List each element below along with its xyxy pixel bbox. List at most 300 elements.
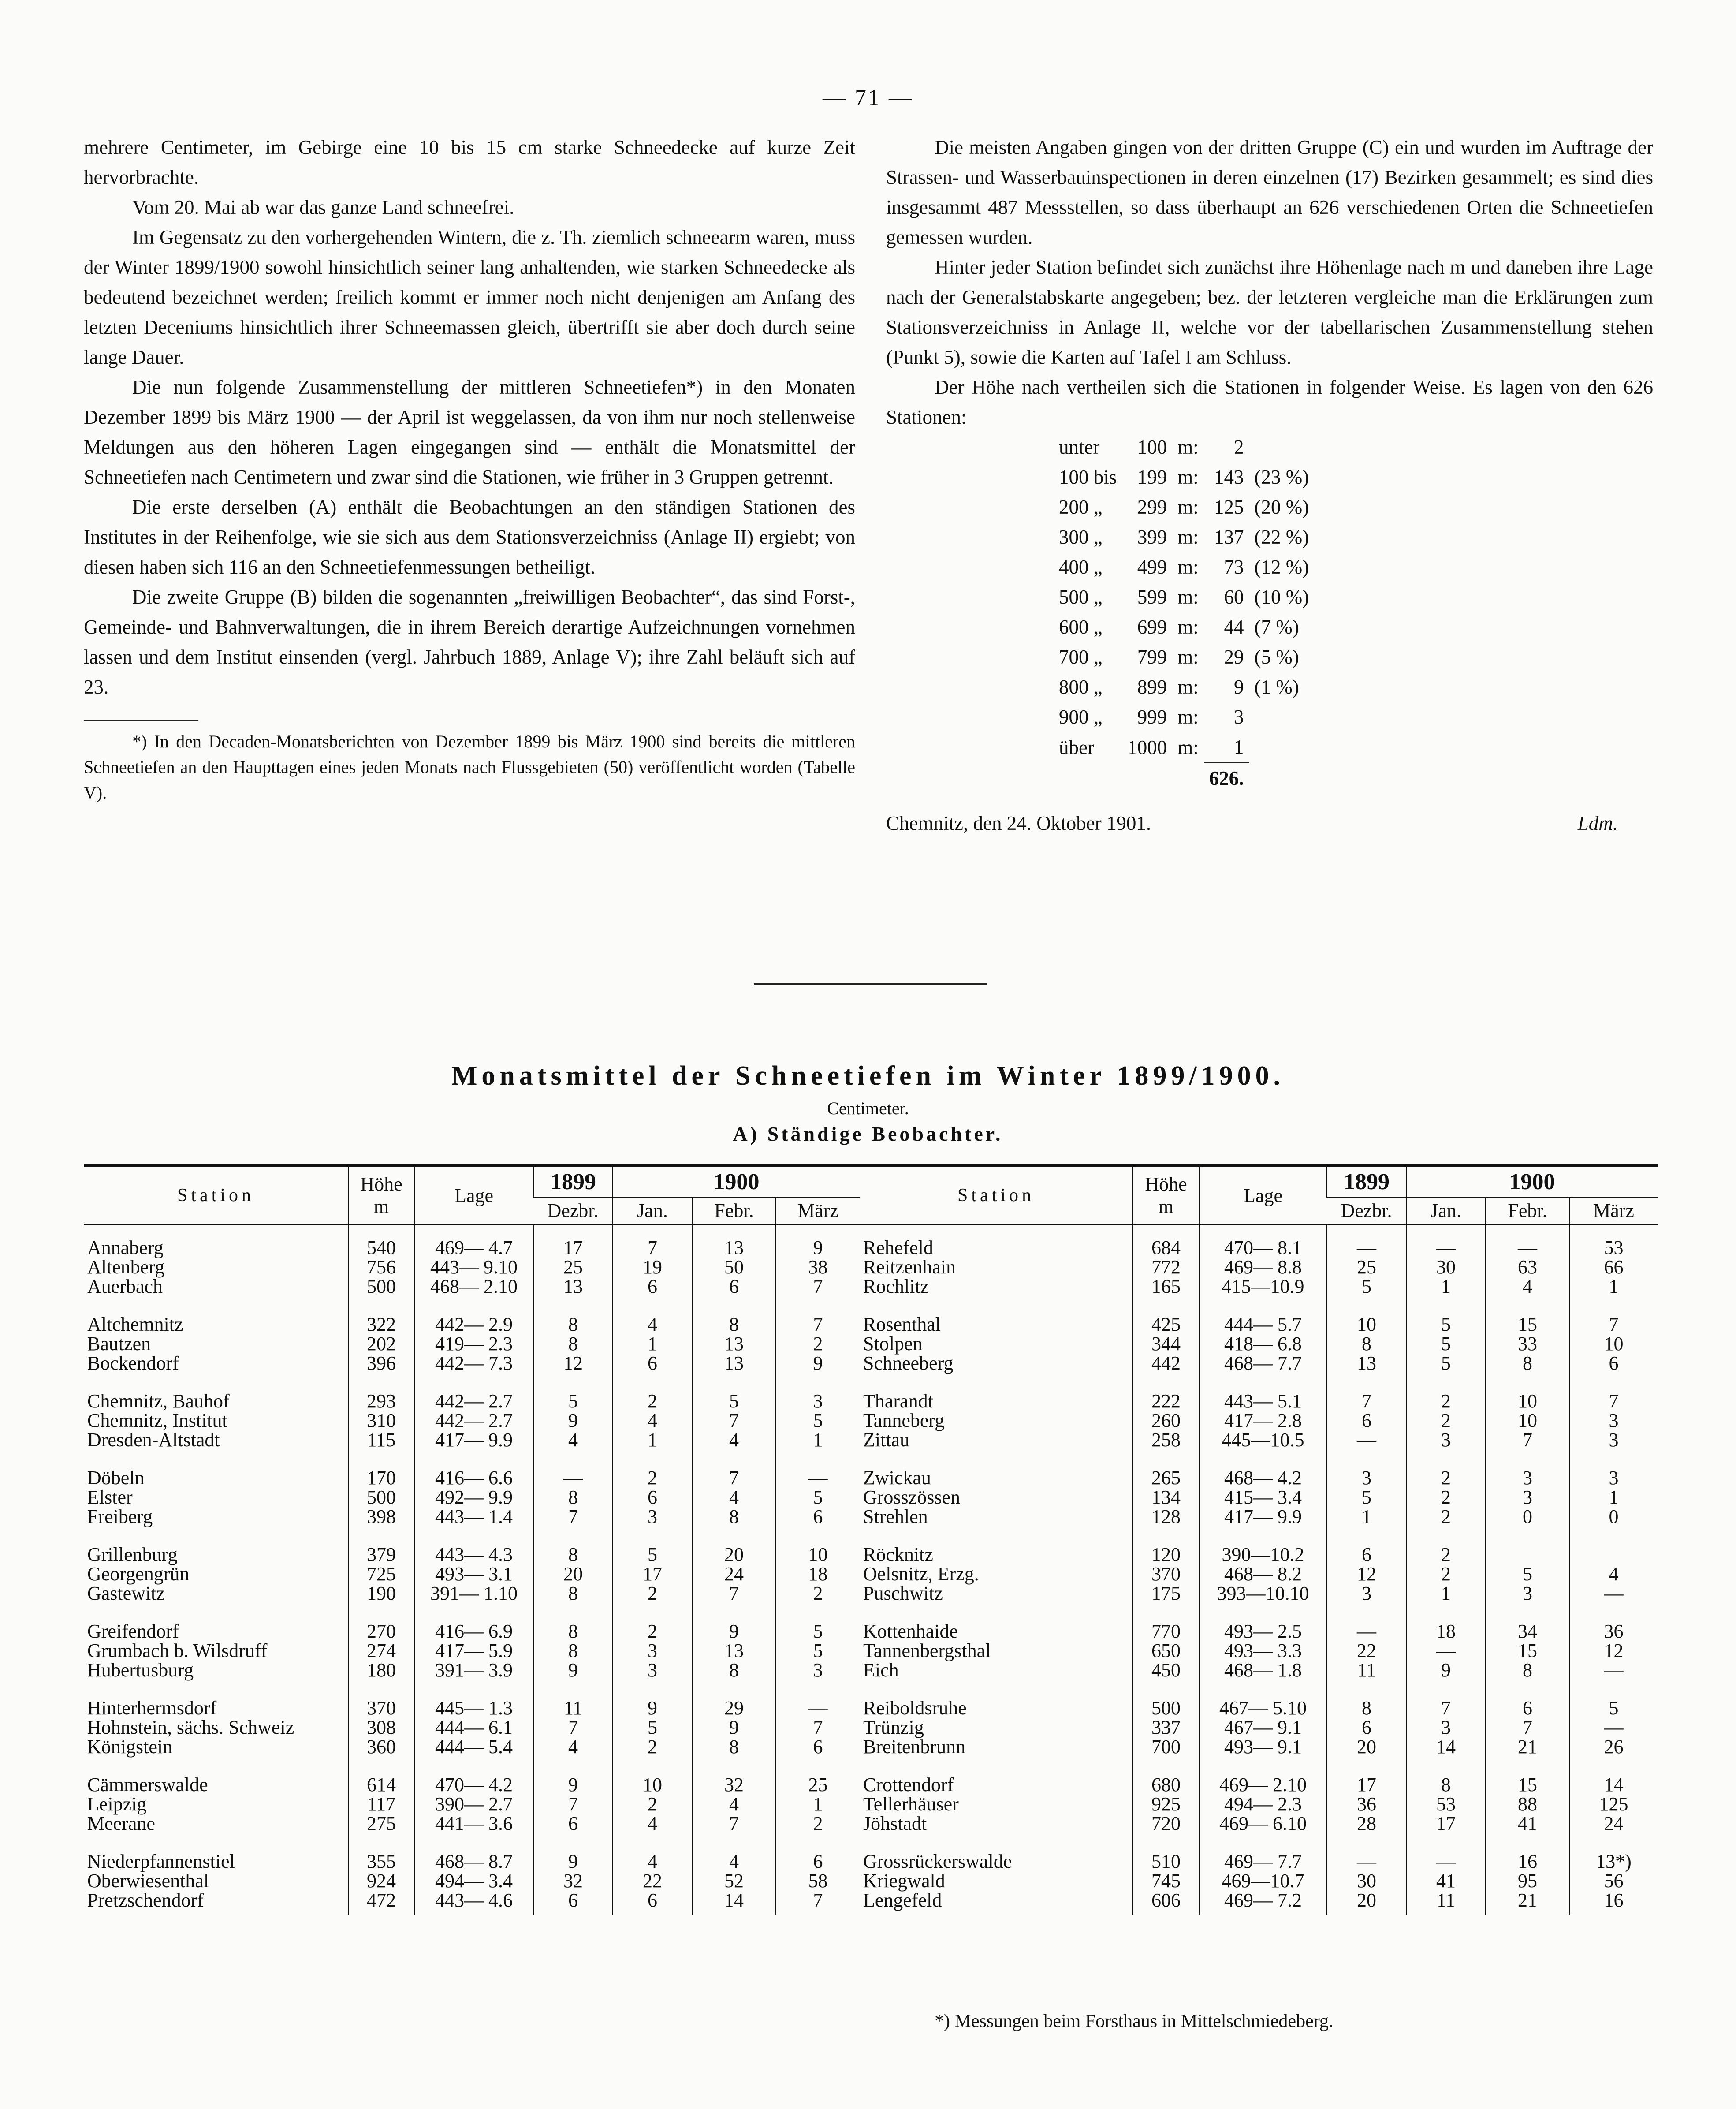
station-name: Auerbach bbox=[87, 1276, 163, 1297]
station-name: Freiberg bbox=[87, 1506, 153, 1527]
table-cell: 650 bbox=[1133, 1641, 1199, 1661]
table-cell: — bbox=[1569, 1718, 1658, 1737]
station-name: Tellerhäuser bbox=[863, 1793, 959, 1815]
table-row bbox=[860, 1468, 1658, 1488]
station-name: Chemnitz, Institut bbox=[87, 1410, 227, 1431]
station-name: Cämmerswalde bbox=[87, 1774, 208, 1795]
station-name: Strehlen bbox=[863, 1506, 928, 1527]
table-cell: 2 bbox=[776, 1584, 860, 1603]
height-cell: 143 bbox=[1214, 466, 1244, 488]
table-row bbox=[860, 1641, 1658, 1661]
height-cell: 100 bbox=[1137, 436, 1167, 458]
table-cell: 7 bbox=[692, 1468, 776, 1488]
station-name: Crottendorf bbox=[863, 1774, 954, 1795]
table-row bbox=[84, 1277, 860, 1296]
table-cell: 13 bbox=[692, 1224, 776, 1258]
table-cell: 469— 8.8 bbox=[1199, 1258, 1327, 1277]
table-row bbox=[860, 1430, 1658, 1450]
group-spacer bbox=[860, 1603, 1658, 1622]
station-name: Chemnitz, Bauhof bbox=[87, 1390, 230, 1412]
table-cell: 5 bbox=[776, 1411, 860, 1430]
table-cell: 16 bbox=[1486, 1852, 1569, 1871]
table-cell: 36 bbox=[1327, 1795, 1406, 1814]
table-cell: 32 bbox=[533, 1871, 613, 1891]
table-cell: 1 bbox=[1406, 1277, 1486, 1296]
table-row bbox=[860, 1488, 1658, 1507]
height-cell: m: bbox=[1177, 586, 1199, 608]
table-row bbox=[84, 1354, 860, 1373]
height-cell: über bbox=[1059, 736, 1094, 758]
table-cell: 614 bbox=[348, 1775, 414, 1795]
station-name: Schneeberg bbox=[863, 1352, 954, 1374]
height-row bbox=[1054, 672, 1314, 702]
paragraph: Die zweite Gruppe (B) bilden die sogenannten „freiwilligen Beobachter“, das sind Forst-, Gemeinde- und Bahnverwaltungen, die in ihrem Bereich derartige Aufzeichnungen vornehmen lassen und dem Institut einsenden (vergl. Jahrbuch 1889, Anlage V); ihre Zahl beläuft sich auf 23. bbox=[84, 586, 855, 698]
group-spacer bbox=[84, 1680, 860, 1698]
col-header-lage: Lage bbox=[1199, 1166, 1327, 1224]
table-cell: 2 bbox=[613, 1622, 692, 1641]
table-footnote: *) Messungen beim Forsthaus in Mittelschmiedeberg. bbox=[935, 2011, 1334, 2031]
table-cell: 15 bbox=[1486, 1315, 1569, 1334]
table-cell: 13 bbox=[692, 1354, 776, 1373]
height-cell: 799 bbox=[1137, 646, 1167, 668]
table-cell: 493— 3.1 bbox=[414, 1564, 533, 1584]
table-cell: 12 bbox=[1327, 1564, 1406, 1584]
table-row bbox=[84, 1584, 860, 1603]
table-cell: 391— 3.9 bbox=[414, 1661, 533, 1680]
height-cell: 200 „ bbox=[1059, 496, 1103, 518]
table-cell: 11 bbox=[533, 1698, 613, 1718]
height-cell: 9 bbox=[1234, 676, 1244, 698]
table-cell: 274 bbox=[348, 1641, 414, 1661]
height-cell: 44 bbox=[1224, 616, 1244, 638]
table-cell: — bbox=[1486, 1224, 1569, 1258]
table-cell: 165 bbox=[1133, 1277, 1199, 1296]
table-cell: 9 bbox=[533, 1775, 613, 1795]
table-cell: 441— 3.6 bbox=[414, 1814, 533, 1833]
table-cell: 7 bbox=[1486, 1430, 1569, 1450]
col-header-year-1900: 1900 bbox=[613, 1166, 860, 1198]
table-row bbox=[84, 1488, 860, 1507]
table-cell: 38 bbox=[776, 1258, 860, 1277]
table-cell: 175 bbox=[1133, 1584, 1199, 1603]
table-cell: 1 bbox=[776, 1795, 860, 1814]
table-cell: 4 bbox=[1486, 1277, 1569, 1296]
table-cell: 19 bbox=[613, 1258, 692, 1277]
col-header-lage: Lage bbox=[414, 1166, 533, 1224]
table-cell: 756 bbox=[348, 1258, 414, 1277]
station-name: Leipzig bbox=[87, 1793, 147, 1815]
table-cell: 11 bbox=[1406, 1891, 1486, 1915]
col-header-hoehe: Höhe m bbox=[1133, 1166, 1199, 1224]
table-cell: 18 bbox=[776, 1564, 860, 1584]
height-cell: (5 %) bbox=[1254, 646, 1299, 668]
table-cell: 8 bbox=[533, 1315, 613, 1334]
table-cell: — bbox=[533, 1468, 613, 1488]
table-cell: 41 bbox=[1486, 1814, 1569, 1833]
table-cell: 6 bbox=[776, 1507, 860, 1527]
table-cell: 745 bbox=[1133, 1871, 1199, 1891]
height-cell: 999 bbox=[1137, 706, 1167, 728]
table-cell: 88 bbox=[1486, 1795, 1569, 1814]
paragraph: Die nun folgende Zusammenstellung der mittleren Schneetiefen*) in den Monaten Dezember 1899 bis März 1900 — der April ist weggelassen, da von ihm nur noch stellenweise Meldungen aus den höheren Lagen eingegangen sind — enthält die Monatsmittel der Schneetiefen nach Centimetern und zwar sind die Stationen, wie früher in 3 Gruppen getrennt. bbox=[84, 376, 855, 488]
table-row bbox=[860, 1411, 1658, 1430]
table-row bbox=[84, 1564, 860, 1584]
table-cell: 117 bbox=[348, 1795, 414, 1814]
height-cell: 199 bbox=[1137, 466, 1167, 488]
table-cell: 4 bbox=[1569, 1564, 1658, 1584]
table-cell: 2 bbox=[1406, 1545, 1486, 1564]
height-cell: 137 bbox=[1214, 526, 1244, 548]
table-cell: 260 bbox=[1133, 1411, 1199, 1430]
table-cell: 190 bbox=[348, 1584, 414, 1603]
table-cell: 468— 1.8 bbox=[1199, 1661, 1327, 1680]
height-cell: 700 „ bbox=[1059, 646, 1103, 668]
station-name: Jöhstadt bbox=[863, 1813, 927, 1834]
table-cell: 445— 1.3 bbox=[414, 1698, 533, 1718]
table-title: Monatsmittel der Schneetiefen im Winter 1899/1900. bbox=[451, 1061, 1285, 1091]
height-cell: (22 %) bbox=[1254, 526, 1309, 548]
table-cell: 510 bbox=[1133, 1852, 1199, 1871]
table-cell: 8 bbox=[1486, 1661, 1569, 1680]
table-cell: 7 bbox=[776, 1315, 860, 1334]
height-cell: m: bbox=[1177, 676, 1199, 698]
snow-depth-table-right bbox=[860, 1164, 1658, 1915]
table-cell: 56 bbox=[1569, 1871, 1658, 1891]
table-cell: 2 bbox=[1406, 1392, 1486, 1411]
table-cell: 493— 2.5 bbox=[1199, 1622, 1327, 1641]
table-cell: 396 bbox=[348, 1354, 414, 1373]
table-cell: 4 bbox=[692, 1430, 776, 1450]
table-cell: 222 bbox=[1133, 1392, 1199, 1411]
table-cell: 5 bbox=[613, 1718, 692, 1737]
table-cell: 3 bbox=[613, 1507, 692, 1527]
table-cell: 25 bbox=[776, 1775, 860, 1795]
table-cell: 500 bbox=[348, 1488, 414, 1507]
table-cell: 33 bbox=[1486, 1334, 1569, 1354]
col-header-jan: Jan. bbox=[1406, 1197, 1486, 1224]
station-name: Trünzig bbox=[863, 1717, 924, 1738]
table-cell: 3 bbox=[776, 1661, 860, 1680]
paragraph: Die erste derselben (A) enthält die Beobachtungen an den ständigen Stationen des Institutes in der Reihenfolge, wie sie sich aus dem Stationsverzeichniss (Anlage II) ergiebt; von diesen haben sich 116 an den Schneetiefenmessungen betheiligt. bbox=[84, 496, 855, 578]
col-header-year-1899: 1899 bbox=[1327, 1166, 1406, 1198]
table-cell: 63 bbox=[1486, 1258, 1569, 1277]
table-cell: 5 bbox=[776, 1488, 860, 1507]
station-name: Puschwitz bbox=[863, 1583, 943, 1604]
table-row bbox=[84, 1698, 860, 1718]
table-cell: 202 bbox=[348, 1334, 414, 1354]
table-cell: 8 bbox=[533, 1488, 613, 1507]
table-row bbox=[860, 1277, 1658, 1296]
table-cell: 24 bbox=[1569, 1814, 1658, 1833]
table-cell: 7 bbox=[776, 1277, 860, 1296]
station-name: Rehefeld bbox=[863, 1237, 933, 1258]
table-cell: 3 bbox=[1569, 1430, 1658, 1450]
table-cell: 8 bbox=[1327, 1698, 1406, 1718]
table-row bbox=[860, 1392, 1658, 1411]
table-cell: — bbox=[1406, 1641, 1486, 1661]
table-cell: 360 bbox=[348, 1737, 414, 1757]
table-cell: 7 bbox=[692, 1584, 776, 1603]
table-cell: 725 bbox=[348, 1564, 414, 1584]
table-cell: 469— 6.10 bbox=[1199, 1814, 1327, 1833]
table-cell: 34 bbox=[1486, 1622, 1569, 1641]
height-row bbox=[1054, 432, 1314, 462]
table-cell: 6 bbox=[613, 1488, 692, 1507]
table-cell: 924 bbox=[348, 1871, 414, 1891]
col-header-station: Station bbox=[84, 1166, 348, 1224]
table-cell: 310 bbox=[348, 1411, 414, 1430]
table-cell: 5 bbox=[1406, 1315, 1486, 1334]
table-cell: 5 bbox=[1406, 1334, 1486, 1354]
table-cell: 5 bbox=[692, 1392, 776, 1411]
table-cell: 7 bbox=[613, 1224, 692, 1258]
station-name: Elster bbox=[87, 1486, 133, 1508]
table-cell: 13*) bbox=[1569, 1852, 1658, 1871]
table-cell: 469— 7.2 bbox=[1199, 1891, 1327, 1915]
table-cell: 2 bbox=[613, 1468, 692, 1488]
table-cell: 443— 4.6 bbox=[414, 1891, 533, 1915]
table-cell: 6 bbox=[1327, 1411, 1406, 1430]
height-cell: m: bbox=[1177, 436, 1199, 458]
table-cell: 275 bbox=[348, 1814, 414, 1833]
table-row bbox=[84, 1334, 860, 1354]
height-cell bbox=[1249, 732, 1315, 763]
table-cell: 494— 2.3 bbox=[1199, 1795, 1327, 1814]
station-name: Bautzen bbox=[87, 1333, 151, 1355]
table-cell: 468— 8.2 bbox=[1199, 1564, 1327, 1584]
table-cell: 467— 9.1 bbox=[1199, 1718, 1327, 1737]
group-spacer bbox=[84, 1296, 860, 1315]
table-row bbox=[860, 1315, 1658, 1334]
height-cell: 100 bis bbox=[1059, 466, 1117, 488]
table-cell: 5 bbox=[1327, 1277, 1406, 1296]
table-unit: Centimeter. bbox=[827, 1098, 909, 1118]
table-cell: 66 bbox=[1569, 1258, 1658, 1277]
table-cell: 9 bbox=[533, 1852, 613, 1871]
table-cell: 5 bbox=[1486, 1564, 1569, 1584]
height-cell: (23 %) bbox=[1254, 466, 1309, 488]
table-cell: 393—10.10 bbox=[1199, 1584, 1327, 1603]
group-spacer bbox=[84, 1757, 860, 1775]
table-cell: 417— 9.9 bbox=[414, 1430, 533, 1450]
station-name: Bockendorf bbox=[87, 1352, 179, 1374]
table-cell: 468— 4.2 bbox=[1199, 1468, 1327, 1488]
table-cell: 7 bbox=[1406, 1698, 1486, 1718]
height-cell: 3 bbox=[1234, 706, 1244, 728]
table-cell: 470— 8.1 bbox=[1199, 1224, 1327, 1258]
table-cell: 9 bbox=[776, 1224, 860, 1258]
table-cell: 9 bbox=[1406, 1661, 1486, 1680]
table-cell: 2 bbox=[613, 1737, 692, 1757]
table-cell: 417— 5.9 bbox=[414, 1641, 533, 1661]
table-cell: 10 bbox=[1486, 1411, 1569, 1430]
table-cell: 9 bbox=[533, 1411, 613, 1430]
station-name: Zittau bbox=[863, 1429, 910, 1451]
height-row bbox=[1054, 462, 1314, 492]
table-cell: 2 bbox=[1406, 1564, 1486, 1584]
paragraph: Der Höhe nach vertheilen sich die Stationen in folgender Weise. Es lagen von den 626 Stationen: bbox=[886, 376, 1653, 428]
height-cell: (20 %) bbox=[1254, 496, 1309, 518]
table-cell: 1 bbox=[1569, 1488, 1658, 1507]
table-row bbox=[84, 1224, 860, 1258]
table-cell: 442— 7.3 bbox=[414, 1354, 533, 1373]
table-cell: 9 bbox=[533, 1661, 613, 1680]
col-header-year-1900: 1900 bbox=[1406, 1166, 1658, 1198]
footnote: *) In den Decaden-Monatsberichten von Dezember 1899 bis März 1900 sind bereits die mittleren Schneetiefen an den Haupttagen eines jeden Monats nach Flussgebieten (50) veröffentlicht worden (Tabelle V). bbox=[84, 732, 855, 803]
station-name: Tannenbergsthal bbox=[863, 1640, 991, 1661]
table-cell: 20 bbox=[1327, 1891, 1406, 1915]
height-row bbox=[1054, 642, 1314, 672]
table-cell: 22 bbox=[1327, 1641, 1406, 1661]
table-cell: 17 bbox=[1327, 1775, 1406, 1795]
height-row bbox=[1054, 702, 1314, 732]
table-row bbox=[860, 1737, 1658, 1757]
station-name: Oelsnitz, Erzg. bbox=[863, 1563, 979, 1585]
height-row bbox=[1054, 492, 1314, 522]
table-cell: 4 bbox=[692, 1852, 776, 1871]
table-cell: 493— 3.3 bbox=[1199, 1641, 1327, 1661]
table-cell: 469— 7.7 bbox=[1199, 1852, 1327, 1871]
height-cell: 1 bbox=[1234, 736, 1244, 758]
table-row bbox=[84, 1258, 860, 1277]
height-cell: 699 bbox=[1137, 616, 1167, 638]
table-cell: 540 bbox=[348, 1224, 414, 1258]
table-cell: 6 bbox=[776, 1852, 860, 1871]
table-cell: — bbox=[776, 1468, 860, 1488]
table-cell: 53 bbox=[1406, 1795, 1486, 1814]
height-cell: m: bbox=[1177, 466, 1199, 488]
table-cell: 3 bbox=[1406, 1430, 1486, 1450]
table-row bbox=[84, 1315, 860, 1334]
station-name: Grossrückerswalde bbox=[863, 1851, 1012, 1872]
table-cell: 4 bbox=[692, 1488, 776, 1507]
group-spacer bbox=[860, 1757, 1658, 1775]
table-cell: 11 bbox=[1327, 1661, 1406, 1680]
height-row bbox=[1054, 582, 1314, 612]
height-cell: 2 bbox=[1234, 436, 1244, 458]
table-cell: 772 bbox=[1133, 1258, 1199, 1277]
table-cell: 379 bbox=[348, 1545, 414, 1564]
table-cell: 425 bbox=[1133, 1315, 1199, 1334]
table-cell: 2 bbox=[776, 1814, 860, 1833]
table-cell: 370 bbox=[348, 1698, 414, 1718]
table-cell: 53 bbox=[1569, 1224, 1658, 1258]
table-cell: 13 bbox=[692, 1641, 776, 1661]
paragraph: Vom 20. Mai ab war das ganze Land schneefrei. bbox=[132, 196, 514, 218]
table-cell: 450 bbox=[1133, 1661, 1199, 1680]
table-cell: 7 bbox=[1569, 1392, 1658, 1411]
table-cell: 28 bbox=[1327, 1814, 1406, 1833]
table-cell: 500 bbox=[348, 1277, 414, 1296]
table-cell: 443— 1.4 bbox=[414, 1507, 533, 1527]
station-name: Reitzenhain bbox=[863, 1256, 956, 1278]
table-row bbox=[84, 1641, 860, 1661]
table-cell: 417— 9.9 bbox=[1199, 1507, 1327, 1527]
table-cell: 8 bbox=[533, 1584, 613, 1603]
signature: Ldm. bbox=[1577, 812, 1618, 834]
table-cell: 8 bbox=[692, 1315, 776, 1334]
table-cell: 7 bbox=[533, 1795, 613, 1814]
height-cell: (12 %) bbox=[1254, 556, 1309, 578]
table-cell: 2 bbox=[1406, 1488, 1486, 1507]
table-cell: 1 bbox=[613, 1334, 692, 1354]
table-cell: 30 bbox=[1406, 1258, 1486, 1277]
group-spacer bbox=[860, 1450, 1658, 1468]
right-text-column bbox=[886, 132, 1653, 838]
table-cell: 3 bbox=[1327, 1468, 1406, 1488]
table-cell: 416— 6.9 bbox=[414, 1622, 533, 1641]
station-name: Pretzschendorf bbox=[87, 1889, 204, 1911]
height-cell: 400 „ bbox=[1059, 556, 1103, 578]
height-row bbox=[1054, 522, 1314, 552]
table-cell: 4 bbox=[533, 1430, 613, 1450]
height-cell bbox=[1249, 702, 1315, 732]
table-row bbox=[84, 1392, 860, 1411]
table-cell: — bbox=[1406, 1224, 1486, 1258]
table-cell: 0 bbox=[1569, 1507, 1658, 1527]
table-row bbox=[84, 1852, 860, 1871]
table-cell: 470— 4.2 bbox=[414, 1775, 533, 1795]
height-cell: (1 %) bbox=[1254, 676, 1299, 698]
table-cell: 41 bbox=[1406, 1871, 1486, 1891]
table-row bbox=[84, 1795, 860, 1814]
table-cell: 9 bbox=[692, 1718, 776, 1737]
table-row bbox=[860, 1507, 1658, 1527]
height-cell: 1000 bbox=[1127, 736, 1167, 758]
station-name: Kriegwald bbox=[863, 1870, 945, 1892]
height-cell: 500 „ bbox=[1059, 586, 1103, 608]
col-header-year-1899: 1899 bbox=[533, 1166, 613, 1198]
height-cell: m: bbox=[1177, 616, 1199, 638]
height-cell: (10 %) bbox=[1254, 586, 1309, 608]
table-row bbox=[84, 1718, 860, 1737]
group-spacer bbox=[860, 1527, 1658, 1545]
table-cell: 9 bbox=[776, 1354, 860, 1373]
table-cell: 2 bbox=[1406, 1411, 1486, 1430]
height-total-row bbox=[1054, 763, 1314, 794]
table-cell: 10 bbox=[1569, 1334, 1658, 1354]
table-cell: 468— 8.7 bbox=[414, 1852, 533, 1871]
snow-depth-table-left bbox=[84, 1164, 860, 1915]
table-row bbox=[84, 1737, 860, 1757]
table-cell: 445—10.5 bbox=[1199, 1430, 1327, 1450]
station-name: Georgengrün bbox=[87, 1563, 190, 1585]
station-name: Grosszössen bbox=[863, 1486, 960, 1508]
table-cell: 344 bbox=[1133, 1334, 1199, 1354]
height-cell: 73 bbox=[1224, 556, 1244, 578]
table-cell: 6 bbox=[692, 1277, 776, 1296]
table-cell: 337 bbox=[1133, 1718, 1199, 1737]
table-cell: 444— 5.4 bbox=[414, 1737, 533, 1757]
table-cell: 5 bbox=[533, 1392, 613, 1411]
station-name: Grillenburg bbox=[87, 1544, 178, 1565]
table-cell: 442 bbox=[1133, 1354, 1199, 1373]
group-spacer bbox=[860, 1833, 1658, 1852]
station-name: Tharandt bbox=[863, 1390, 933, 1412]
table-cell: 125 bbox=[1569, 1795, 1658, 1814]
table-cell: 26 bbox=[1569, 1737, 1658, 1757]
station-name: Rosenthal bbox=[863, 1314, 941, 1335]
station-name: Altenberg bbox=[87, 1256, 165, 1278]
table-row bbox=[860, 1698, 1658, 1718]
table-cell: 416— 6.6 bbox=[414, 1468, 533, 1488]
table-cell: 391— 1.10 bbox=[414, 1584, 533, 1603]
table-cell: 8 bbox=[1486, 1354, 1569, 1373]
table-cell: 10 bbox=[1486, 1392, 1569, 1411]
table-cell: 8 bbox=[692, 1507, 776, 1527]
station-name: Annaberg bbox=[87, 1237, 164, 1258]
table-row bbox=[84, 1891, 860, 1915]
